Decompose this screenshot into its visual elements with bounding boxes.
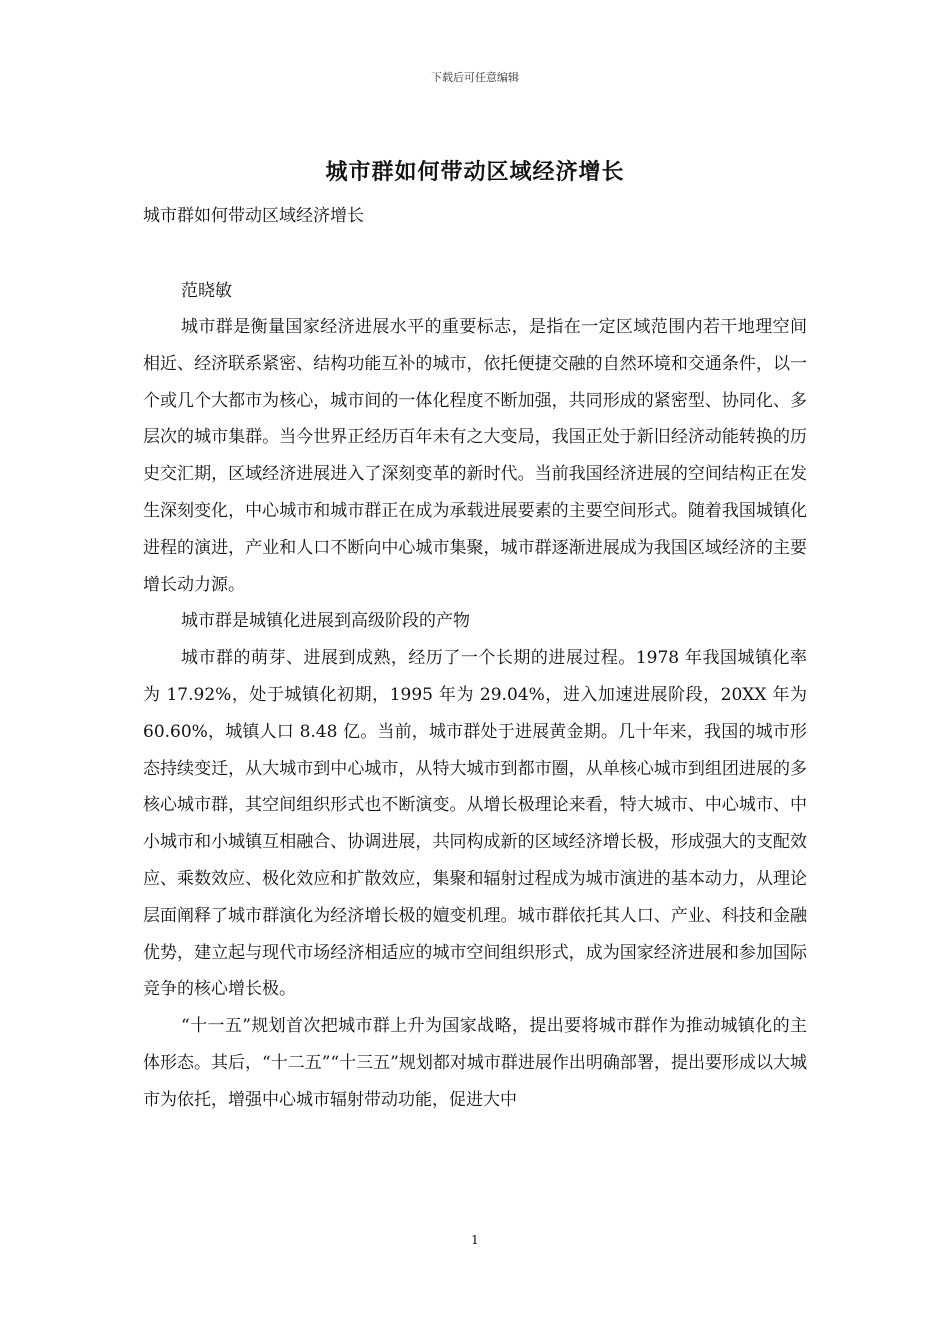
paragraph-history: 城市群的萌芽、进展到成熟，经历了一个长期的进展过程。1978 年我国城镇化率为 17.92%，处于城镇化初期，1995 年为 29.04%，进入加速进展阶段，20XX 年为 60.60%，城镇人口 8.48 亿。当前，城市群处于进展黄金期。几十年来，我国的城市形态持续变迁，从大城市到中心城市，从特大城市到都市圈，从单核心城市到组团进展的多核心城市群，其空间组织形式也不断演变。从增长极理论来看，特大城市、中心城市、中小城市和小城镇互相融合、协调进展，共同构成新的区域经济增长极，形成强大的支配效应、乘数效应、极化效应和扩散效应，集聚和辐射过程成为城市演进的基本动力，从理论层面阐释了城市群演化为经济增长极的嬗变机理。城市群依托其人口、产业、科技和金融优势，建立起与现代市场经济相适应的城市空间组织形式，成为国家经济进展和参加国际竞争的核心增长极。 (143, 648, 807, 1000)
page-number: 1 (471, 1233, 479, 1247)
document-title: 城市群如何带动区域经济增长 (325, 159, 625, 185)
paragraph-section-heading: 城市群是城镇化进展到高级阶段的产物 (181, 611, 470, 632)
document-subtitle: 城市群如何带动区域经济增长 (143, 206, 364, 226)
page-header-note: 下载后可任意编辑 (431, 71, 519, 84)
author-name: 范晓敏 (181, 281, 232, 301)
paragraph-plans: “十一五”规划首次把城市群上升为国家战略，提出要将城市群作为推动城镇化的主体形态。其后，“十二五”“十三五”规划都对城市群进展作出明确部署，提出要形成以大城市为依托，增强中心城市辐射带动功能，促进大中 (143, 1016, 807, 1110)
document-body (143, 309, 807, 1119)
paragraph-intro: 城市群是衡量国家经济进展水平的重要标志，是指在一定区域范围内若干地理空间相近、经济联系紧密、结构功能互补的城市，依托便捷交融的自然环境和交通条件，以一个或几个大都市为核心，城市间的一体化程度不断加强，共同形成的紧密型、协同化、多层次的城市集群。当今世界正经历百年未有之大变局，我国正处于新旧经济动能转换的历史交汇期，区域经济进展进入了深刻变革的新时代。当前我国经济进展的空间结构正在发生深刻变化，中心城市和城市群正在成为承载进展要素的主要空间形式。随着我国城镇化进程的演进，产业和人口不断向中心城市集聚，城市群逐渐进展成为我国区域经济的主要增长动力源。 (143, 317, 807, 595)
